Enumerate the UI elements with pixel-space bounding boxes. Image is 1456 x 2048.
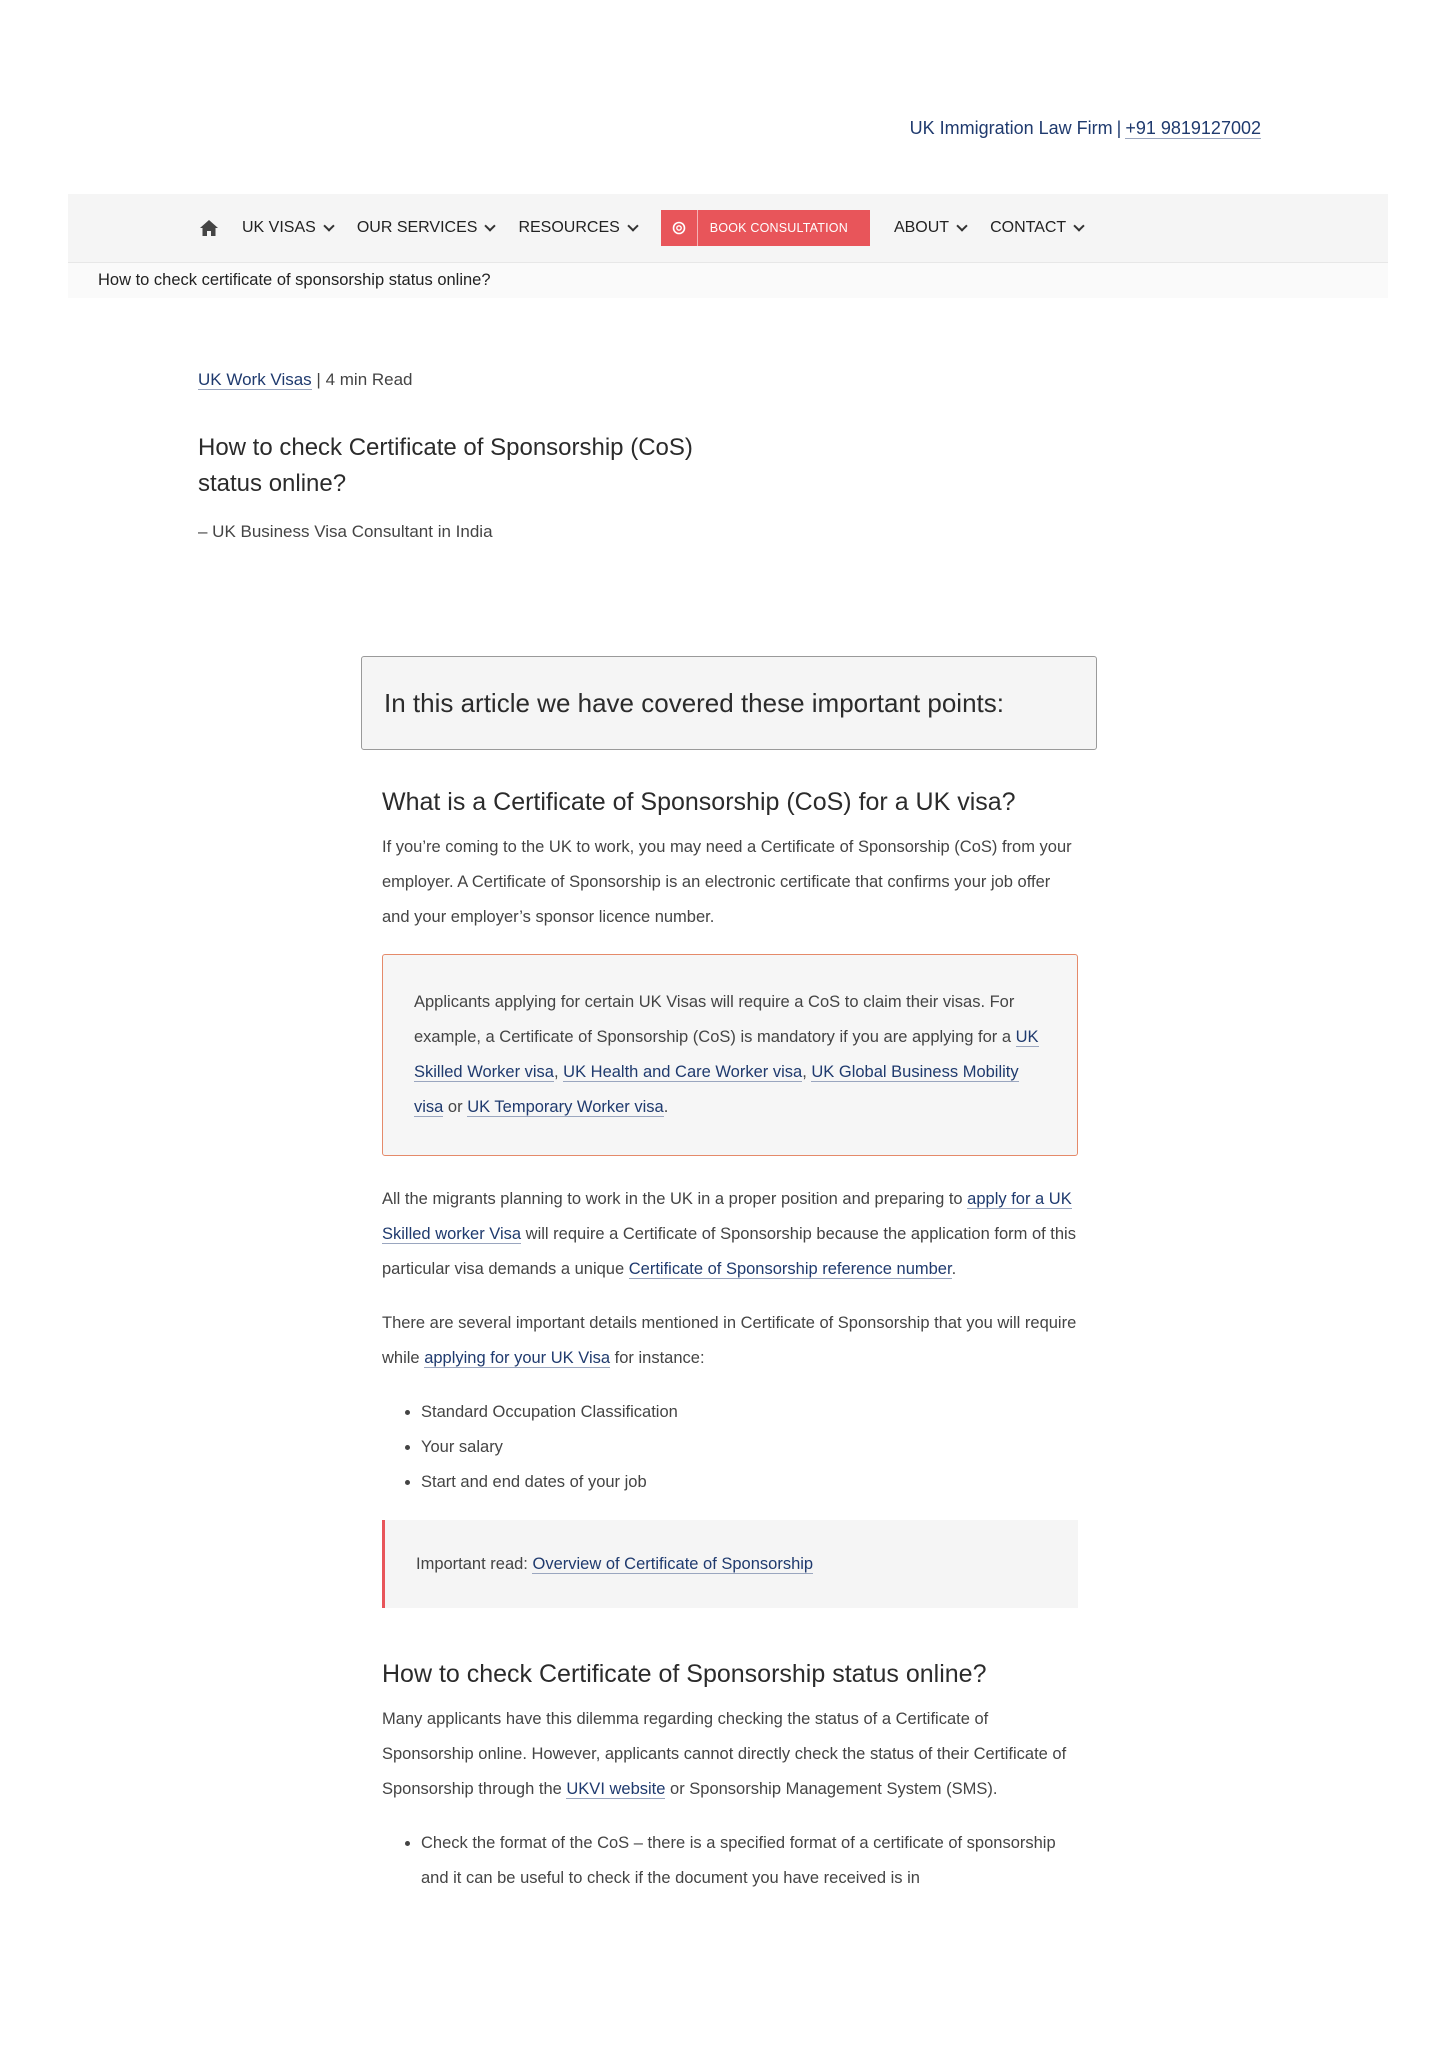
health-care-worker-link[interactable]: UK Health and Care Worker visa (563, 1063, 803, 1081)
skilled-worker-link[interactable]: UK Skilled Worker visa (414, 1028, 1039, 1081)
book-consultation-label: BOOK CONSULTATION (709, 221, 848, 235)
table-of-contents[interactable] (361, 656, 1097, 750)
applying-uk-visa-link[interactable]: applying for your UK Visa (424, 1349, 611, 1367)
nav-our-services[interactable] (357, 219, 495, 237)
main-navigation (68, 194, 1388, 263)
paragraph-text: There are several important details mentioned in Certificate of Sponsorship that you will require while (382, 1314, 1077, 1367)
important-read-label: Important read: (416, 1555, 533, 1573)
callout-sep: or (443, 1098, 468, 1116)
paragraph-text: for instance: (610, 1349, 705, 1367)
nav-uk-visas-label: UK VISAS (242, 219, 316, 236)
section-heading: What is a Certificate of Sponsorship (CoS) for a UK visa? (382, 788, 1016, 816)
section-heading: How to check Certificate of Sponsorship status online? (382, 1660, 987, 1688)
list-item: • Your salary (421, 1430, 1078, 1465)
article-body (382, 656, 1078, 1916)
nav-contact[interactable] (990, 219, 1083, 237)
book-consultation-button[interactable] (661, 210, 870, 246)
paragraph (382, 1182, 1078, 1287)
callout-text: Applicants applying for certain UK Visas will require a CoS to claim their visas. For example, a Certificate of Sponsorship (CoS) is mandatory if you are applying for a (414, 993, 1016, 1046)
firm-name: UK Immigration Law Firm (909, 118, 1113, 138)
paragraph-text: All the migrants planning to work in the UK in a proper position and preparing to (382, 1190, 968, 1208)
callout-sep: , (802, 1063, 812, 1081)
list-item: • Standard Occupation Classification (421, 1395, 1078, 1430)
support-icon (661, 210, 698, 246)
apply-skilled-worker-link[interactable]: apply for a UK Skilled worker Visa (382, 1190, 1072, 1243)
nav-uk-visas[interactable] (242, 219, 333, 237)
chevron-down-icon (485, 220, 496, 231)
global-business-mobility-link[interactable]: UK Global Business Mobility visa (414, 1063, 1019, 1116)
temporary-worker-link[interactable]: UK Temporary Worker visa (467, 1098, 664, 1116)
nav-resources[interactable] (518, 219, 636, 237)
meta-separator: | (316, 370, 321, 389)
chevron-down-icon (956, 220, 967, 231)
ukvi-website-link[interactable]: UKVI website (566, 1780, 666, 1798)
nav-items (198, 194, 1107, 262)
phone-link[interactable]: +91 9819127002 (1125, 118, 1261, 138)
callout-sep: , (553, 1063, 564, 1081)
details-list (382, 1395, 1078, 1500)
nav-contact-label: CONTACT (990, 219, 1067, 236)
important-read-box (382, 1520, 1078, 1608)
nav-our-services-label: OUR SERVICES (356, 219, 478, 236)
chevron-down-icon (1074, 220, 1085, 231)
nav-resources-label: RESOURCES (518, 219, 620, 236)
paragraph (382, 1306, 1078, 1376)
toc-heading: In this article we have covered these important points: (384, 688, 1004, 718)
top-contact-line (910, 118, 1261, 139)
steps-list (382, 1826, 1078, 1896)
page-subtitle: – UK Business Visa Consultant in India (198, 522, 493, 541)
breadcrumb-bar (68, 263, 1388, 298)
read-time: 4 min Read (325, 370, 413, 389)
paragraph (382, 1702, 1078, 1807)
chevron-down-icon (323, 220, 334, 231)
page-title: How to check Certificate of Sponsorship (CoS) status online? (198, 434, 693, 497)
paragraph: If you’re coming to the UK to work, you may need a Certificate of Sponsorship (CoS) from your employer. A Certificate of Sponsorship is an electronic certificate that confirms your job offer and your employer’s sponsor licence number. (382, 838, 1072, 926)
callout-box (382, 954, 1078, 1156)
paragraph-text: Many applicants have this dilemma regarding checking the status of a Certificate of Sponsorship online. However, applicants cannot directly check the status of their Certificate of Sponsorship through the (382, 1710, 1067, 1798)
nav-about-label: ABOUT (893, 219, 950, 236)
paragraph-text: or Sponsorship Management System (SMS). (665, 1780, 998, 1798)
post-meta (198, 370, 413, 390)
category-link[interactable]: UK Work Visas (198, 370, 312, 389)
list-item: • Check the format of the CoS – there is a specified format of a certificate of sponsorship and it can be useful to check if the document you have received is in (421, 1826, 1078, 1896)
breadcrumb: How to check certificate of sponsorship status online? (98, 271, 491, 289)
paragraph-text: will require a Certificate of Sponsorship because the application form of this particular visa demands a unique (382, 1225, 1076, 1278)
paragraph-text: . (951, 1260, 957, 1278)
cos-reference-link[interactable]: Certificate of Sponsorship reference number (628, 1260, 952, 1278)
list-item: • Start and end dates of your job (421, 1465, 1078, 1500)
nav-about[interactable] (894, 219, 966, 237)
chevron-down-icon (627, 220, 638, 231)
separator: | (1116, 118, 1122, 138)
overview-cos-link[interactable]: Overview of Certificate of Sponsorship (532, 1555, 814, 1573)
home-icon[interactable] (198, 217, 220, 239)
callout-end: . (663, 1098, 669, 1116)
